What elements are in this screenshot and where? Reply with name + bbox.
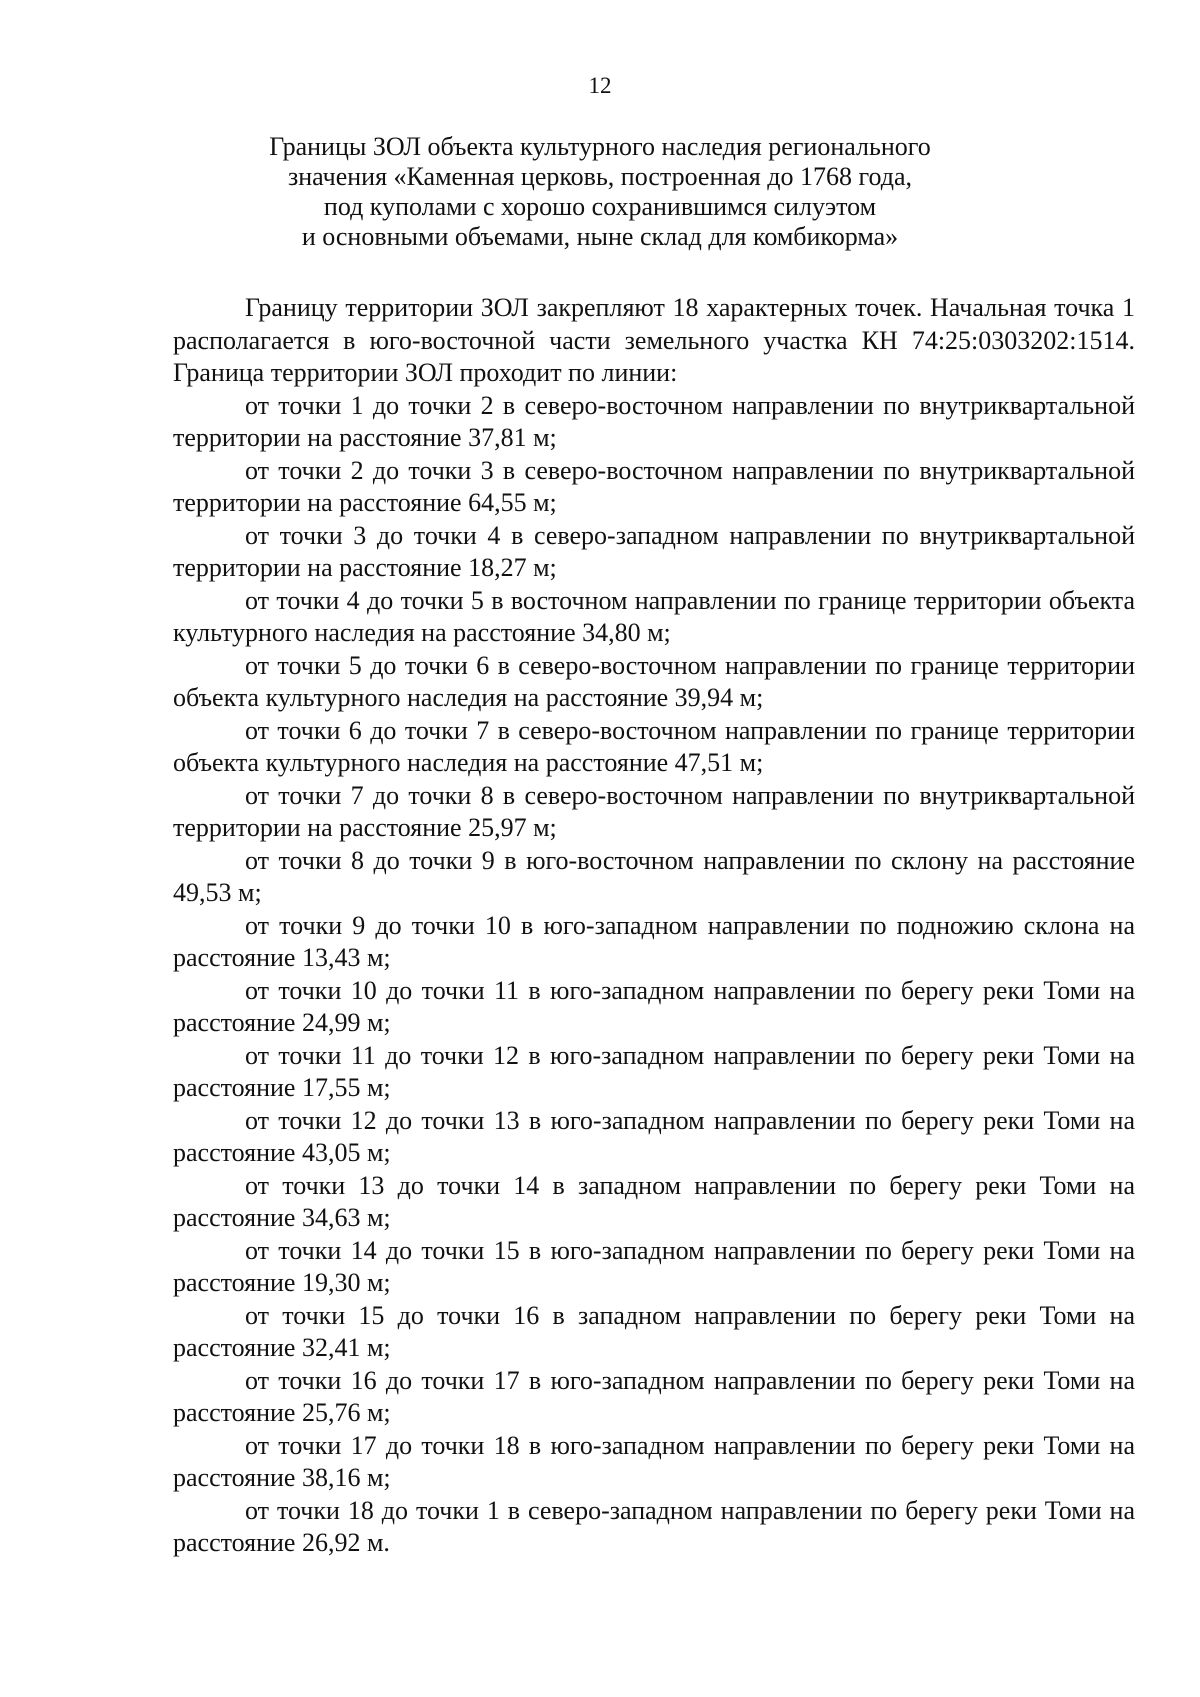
boundary-segment: от точки 1 до точки 2 в северо-восточном направлении по внутриквартальной территории на расстояние 37,81 м;: [173, 390, 1135, 452]
boundary-segment: от точки 15 до точки 16 в западном направлении по берегу реки Томи на расстояние 32,41 м;: [173, 1300, 1135, 1362]
boundary-segment: от точки 14 до точки 15 в юго-западном направлении по берегу реки Томи на расстояние 19,30 м;: [173, 1235, 1135, 1297]
boundary-segment: от точки 5 до точки 6 в северо-восточном направлении по границе территории объекта культурного наследия на расстояние 39,94 м;: [173, 650, 1135, 712]
boundary-segment: от точки 17 до точки 18 в юго-западном направлении по берегу реки Томи на расстояние 38,16 м;: [173, 1430, 1135, 1492]
boundary-segment: от точки 16 до точки 17 в юго-западном направлении по берегу реки Томи на расстояние 25,76 м;: [173, 1365, 1135, 1427]
title-line: и основными объемами, ныне склад для комбикорма»: [301, 222, 899, 251]
boundary-segment: от точки 13 до точки 14 в западном направлении по берегу реки Томи на расстояние 34,63 м;: [173, 1170, 1135, 1232]
intro-paragraph: Границу территории ЗОЛ закрепляют 18 характерных точек. Начальная точка 1 располагается в юго-восточной части земельного участка КН 74:25:0303202:1514. Граница территории ЗОЛ проходит по линии:: [173, 293, 1135, 387]
boundary-segment: от точки 2 до точки 3 в северо-восточном направлении по внутриквартальной территории на расстояние 64,55 м;: [173, 455, 1135, 517]
boundary-segment: от точки 3 до точки 4 в северо-западном направлении по внутриквартальной территории на расстояние 18,27 м;: [173, 520, 1135, 582]
title-line: под куполами с хорошо сохранившимся силуэтом: [323, 192, 877, 221]
boundary-segment: от точки 8 до точки 9 в юго-восточном направлении по склону на расстояние 49,53 м;: [173, 845, 1135, 907]
boundary-segment: от точки 9 до точки 10 в юго-западном направлении по подножию склона на расстояние 13,43 м;: [173, 910, 1135, 972]
boundary-segment: от точки 11 до точки 12 в юго-западном направлении по берегу реки Томи на расстояние 17,55 м;: [173, 1040, 1135, 1102]
boundary-segment: от точки 10 до точки 11 в юго-западном направлении по берегу реки Томи на расстояние 24,99 м;: [173, 975, 1135, 1037]
boundary-segment: от точки 18 до точки 1 в северо-западном направлении по берегу реки Томи на расстояние 26,92 м.: [173, 1495, 1135, 1557]
boundary-segment: от точки 6 до точки 7 в северо-восточном направлении по границе территории объекта культурного наследия на расстояние 47,51 м;: [173, 715, 1135, 777]
title-line: Границы ЗОЛ объекта культурного наследия регионального: [269, 132, 931, 161]
title-line: значения «Каменная церковь, построенная до 1768 года,: [287, 162, 913, 191]
boundary-segment: от точки 12 до точки 13 в юго-западном направлении по берегу реки Томи на расстояние 43,05 м;: [173, 1105, 1135, 1167]
boundary-segment: от точки 4 до точки 5 в восточном направлении по границе территории объекта культурного наследия на расстояние 34,80 м;: [173, 585, 1135, 647]
document-title: [160, 132, 1040, 252]
page-number: 12: [588, 73, 612, 98]
boundary-segment: от точки 7 до точки 8 в северо-восточном направлении по внутриквартальной территории на расстояние 25,97 м;: [173, 780, 1135, 842]
document-body: [173, 292, 1135, 1560]
